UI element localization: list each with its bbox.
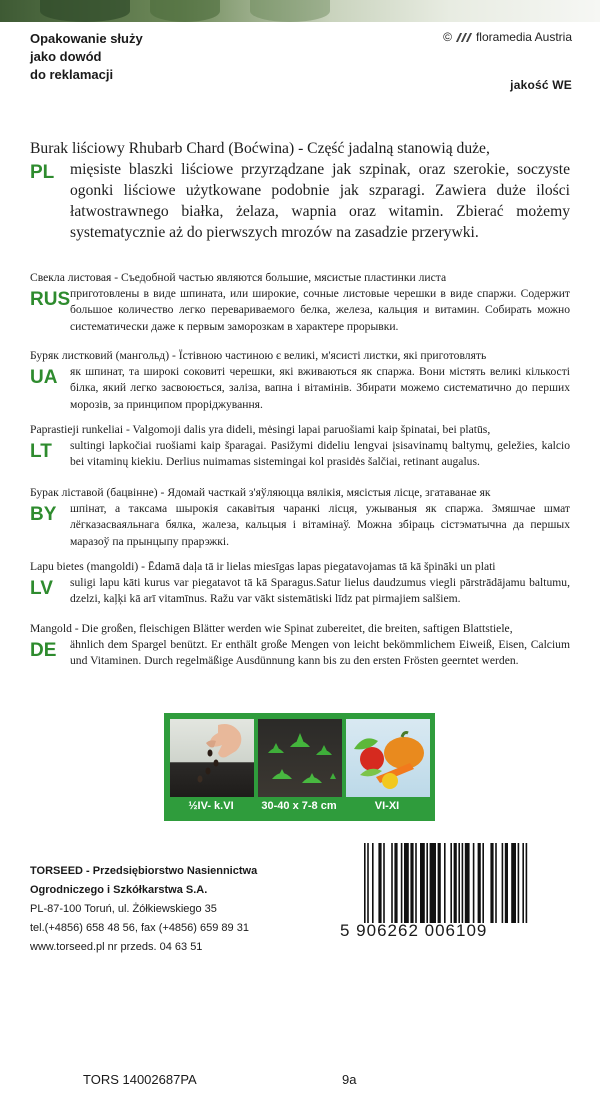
copyright-notice	[443, 30, 572, 44]
description-de	[30, 621, 570, 670]
barcode-bar	[404, 843, 409, 923]
barcode-bar	[502, 843, 504, 923]
growing-info-panel	[164, 713, 435, 821]
barcode-bar	[482, 843, 484, 923]
language-code-lv: LV	[30, 578, 53, 599]
barcode-bar	[394, 843, 397, 923]
barcode-bar	[454, 843, 457, 923]
barcode-bar	[420, 843, 425, 923]
plant-spacing-label: 30-40 x 7-8 cm	[261, 800, 337, 812]
product-code: TORS 14002687PA	[83, 1072, 197, 1087]
barcode-bar	[426, 843, 428, 923]
barcode-bar	[444, 843, 446, 923]
floramedia-logo-icon	[455, 32, 473, 42]
sowing-seeds-icon	[170, 719, 254, 797]
harvest-vegetables-icon	[346, 719, 430, 797]
barcode-bar	[526, 843, 528, 923]
barcode-bar	[473, 843, 475, 923]
barcode-bar	[511, 843, 516, 923]
harvest-period-label: VI-XI	[374, 800, 400, 812]
language-code-rus: RUS	[30, 289, 71, 310]
barcode-bar	[383, 843, 385, 923]
description-lt-rest: sultingi lapkočiai ruošiami kaip šparagai. Pasižymi dideliu lengvai įsisavinamų baltymų, geležies, kalcio bei vitaminų kiekiu. Derlius nuimamas sistemingai kol prasidės šalčiai, retinant augalus.	[70, 439, 570, 469]
company-details	[30, 862, 257, 957]
barcode-bar	[430, 843, 436, 923]
barcode-bar	[462, 843, 464, 923]
language-code-de: DE	[30, 640, 57, 661]
description-by-rest: шпінат, а таксама шырокія сакавітыя чаранкі лісця, ужываныя як спаржа. Змяшчае шмат лёгказасваяльнага бялка, жалеза, кальцыя і вітамінаў. Можна збіраць сістэматычна да першых маразоў па прынцыпу прарэжкі.	[70, 502, 570, 548]
barcode-bar	[522, 843, 524, 923]
barcode	[340, 843, 572, 940]
barcode-bars	[362, 843, 572, 923]
description-ua	[30, 348, 570, 413]
copyright-brand: floramedia Austria	[475, 30, 572, 44]
description-de-rest: ähnlich dem Spargel benützt. Er enthält große Mengen von leicht bekömmlichem Eiweiß, Eisen, Calcium und Vitaminen. Durch regelmäßige Ausdünnung kann bis zu den ersten Frösten geerntet werden.	[70, 638, 570, 668]
barcode-bar	[367, 843, 369, 923]
description-by-first-line: Бурак лiставой (бацвiнне) - Ядомай часткай з'яўляюцца вялікія, мясістыя лісце, згатаванае як	[30, 486, 491, 499]
barcode-bar	[458, 843, 460, 923]
description-lv-first-line: Lapu bietes (mangoldi) - Ēdamā daļa tā ir lielas miesīgas lapas piegatavojamas tā kā špināki un plati	[30, 560, 496, 573]
notice-line-2: jako dowód	[30, 49, 102, 64]
description-pl-first-line: Burak liściowy Rhubarb Chard (Boćwina) - Część jadalną stanowią duże,	[30, 140, 490, 157]
barcode-bar	[410, 843, 413, 923]
description-lt-first-line: Paprastieji runkeliai - Valgomoji dalis yra dideli, mėsingi lapai paruošiami kaip špinatai, bei platūs,	[30, 423, 491, 436]
sowing-period-label: ½IV- k.VI	[188, 800, 234, 812]
quality-mark: jakość WE	[510, 78, 572, 92]
description-text-rus	[30, 270, 570, 335]
barcode-bar	[478, 843, 481, 923]
language-code-pl: PL	[30, 162, 55, 183]
barcode-bar	[391, 843, 393, 923]
barcode-number: 5 906262 006109	[340, 921, 488, 940]
notice-line-3: do reklamacji	[30, 67, 114, 82]
barcode-bar	[495, 843, 497, 923]
version-code: 9a	[342, 1072, 357, 1087]
description-lv-rest: suligi lapu kāti kurus var piegatavot tā kā Sparagus.Satur lielus daudzumus viegli pārstrādājamu baltumu, dzelzi, kaļķi kā arī vitamīnus. Ražu var vākt sistemātiski līdz pat pirmajiem salšiem.	[70, 576, 570, 606]
company-phone: tel.(+4856) 658 48 56, fax (+4856) 659 89 31	[30, 922, 249, 934]
description-lt	[30, 422, 570, 471]
complaint-notice	[30, 30, 143, 84]
description-text-lv	[30, 559, 570, 608]
description-by	[30, 485, 570, 550]
description-text-by	[30, 485, 570, 550]
top-photo-strip	[0, 0, 600, 22]
language-code-lt: LT	[30, 441, 52, 462]
barcode-bar	[372, 843, 374, 923]
barcode-bar	[518, 843, 520, 923]
description-rus-first-line: Свекла листовая - Съедобной частью являются большие, мясистые пластинки листа	[30, 271, 447, 284]
description-ua-first-line: Буряк листковий (мангольд) - Їстівною частиною є великі, м'ясисті листки, які приготовлять	[30, 349, 487, 362]
language-code-ua: UA	[30, 367, 58, 388]
barcode-bar	[415, 843, 417, 923]
description-pl-rest: mięsiste blaszki liściowe przyrządzane jak szpinak, oraz szerokie, soczyste ogonki liściowe użytkowane podobnie jak szparagi. Zawiera duże ilości łatwostrawnego białka, żelaza, wapnia oraz witamin. Zbierać możemy systematycznie aż do pierwszych mrozów na zasadzie przerywki.	[70, 161, 570, 241]
barcode-bar	[465, 843, 470, 923]
barcode-bar	[450, 843, 452, 923]
description-rus-rest: приготовлены в виде шпината, или широкие, сочные листовые черешки в виде спаржи. Содержит большое количество легко перевариваемого белка, железа, кальция и витамин. Собирать можно систематически даже к первым заморозкам в характере прорывки.	[70, 287, 570, 333]
description-lv	[30, 559, 570, 608]
company-name-line-2: Ogrodniczego i Szkółkarstwa S.A.	[30, 884, 208, 896]
company-address: PL-87-100 Toruń, ul. Żółkiewskiego 35	[30, 903, 217, 915]
plant-spacing-icon	[258, 719, 342, 797]
description-pl	[30, 138, 570, 243]
description-rus	[30, 270, 570, 335]
description-de-first-line: Mangold - Die großen, fleischigen Blätter werden wie Spinat zubereitet, die breiten, saftigen Blattstiele,	[30, 622, 513, 635]
barcode-bar	[364, 843, 366, 923]
company-web: www.torseed.pl nr przeds. 04 63 51	[30, 941, 203, 953]
barcode-bar	[490, 843, 493, 923]
copyright-symbol: ©	[443, 30, 452, 44]
description-ua-rest: як шпинат, та широкі соковиті черешки, які вживаються як спаржа. Вони містять великі кількості білка, який легко засвоюється, заліза, вапна і вітамінів. Збирати можемо систематично до перших морозів, за принципом проріджування.	[70, 365, 570, 411]
notice-line-1: Opakowanie służy	[30, 31, 143, 46]
description-text-ua	[30, 348, 570, 413]
language-code-by: BY	[30, 504, 57, 525]
barcode-bar	[378, 843, 381, 923]
company-name-line-1: TORSEED - Przedsiębiorstwo Nasiennictwa	[30, 865, 258, 877]
barcode-bar	[401, 843, 403, 923]
barcode-bar	[505, 843, 508, 923]
description-text-lt	[30, 422, 570, 471]
description-text-de	[30, 621, 570, 670]
description-text-pl	[30, 138, 570, 243]
barcode-bar	[438, 843, 441, 923]
